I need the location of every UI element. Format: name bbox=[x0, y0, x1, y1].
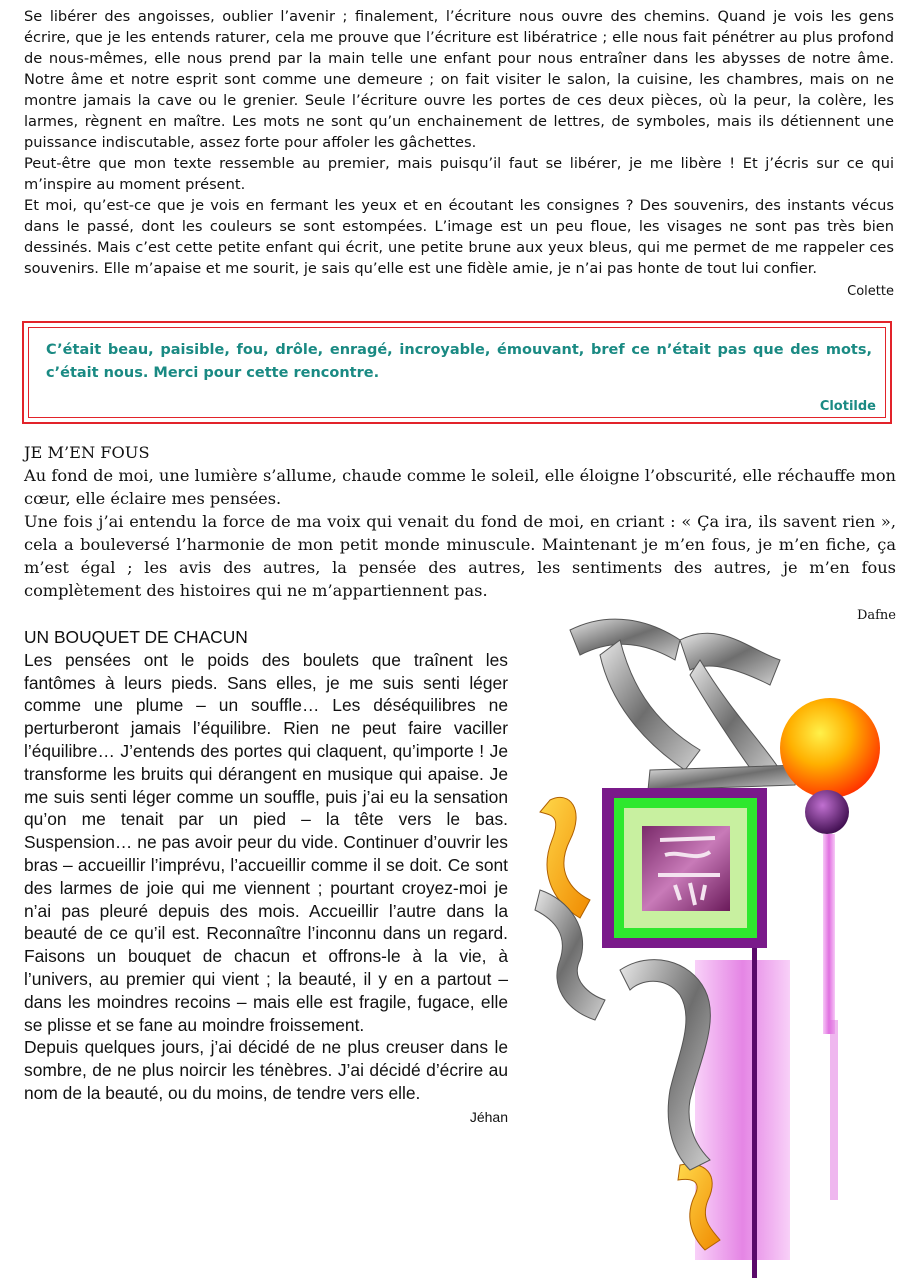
quote-signature: Clotilde bbox=[819, 399, 876, 414]
pink-beam bbox=[830, 1020, 838, 1200]
paragraph: Se libérer des angoisses, oublier l’avenir ; finalement, l’écriture nous ouvre des chemins. Quand je vois les gens écrire, que je les entends raturer, cela me prouve que l’écriture est libératrice ; elle nous fait pénétrer au plus profond de nous-mêmes, elle nous prend par la main telle une enfant pour nous entraîner dans les abysses de notre âme. Notre âme et notre esprit sont comme une demeure ; on fait visiter le salon, la cuisine, les chambres, mais on ne montre jamais la cave ou le grenier. Seule l’écriture ouvre les portes de ces deux pièces, où la peur, la colère, les larmes, règnent en maître. Les mots ne sont qu’un enchainement de lettres, de symboles, mais ils détiennent une puissance indiscutable, assez forte pour affoler les gâchettes. bbox=[24, 8, 894, 151]
author-signature: Jéhan bbox=[469, 1108, 508, 1125]
section-bouquet bbox=[24, 626, 508, 1129]
paragraph: Une fois j’ai entendu la force de ma voix qui venait du fond de moi, en criant : « Ça ira, ils savent rien », cela a bouleversé l’harmonie de mon petit monde minuscule. Maintenant je m’en fous, je m’en fiche, ça m’est égal ; les avis des autres, la pensée des autres, les sentiments des autres, je m’en fous complètement des histoires qui ne m’appartiennent pas. bbox=[24, 512, 896, 600]
purple-line bbox=[752, 948, 757, 1278]
sun-icon bbox=[780, 698, 880, 798]
pink-beam bbox=[823, 834, 835, 1034]
section-title: JE M’EN FOUS bbox=[24, 443, 150, 462]
paragraph: Et moi, qu’est-ce que je vois en fermant les yeux et en écoutant les consignes ? Des souvenirs, des instants vécus dans le passé, dont les couleurs se sont estompées. L’image est un peu floue, les visages ne sont pas très bien dessinés. Mais c’est cette petite enfant qui écrit, une petite brune aux yeux bleus, qui me permet de me rappeler ces souvenirs. Elle m’apaise et me sourit, je sais qu’elle est une fidèle amie, je n’ai pas honte de tout lui confier. bbox=[24, 197, 894, 277]
author-signature: Dafne bbox=[856, 608, 896, 623]
paragraph: Depuis quelques jours, j’ai décidé de ne plus creuser dans le sombre, de ne plus noircir les ténèbres. J’ai décidé d’écrire au nom de la beauté, ou du moins, de tendre vers elle. bbox=[24, 1037, 508, 1103]
abstract-collage-illustration bbox=[530, 600, 920, 1278]
purple-ball-icon bbox=[805, 790, 849, 834]
section-colette bbox=[24, 6, 894, 302]
quote-box bbox=[22, 321, 892, 424]
paragraph: Les pensées ont le poids des boulets que traînent les fantômes à leurs pieds. Sans elles, je me suis senti léger comme une plume – un souffle… Les déséquilibres ne perturberont jamais l’équilibre. Rien ne peut faire vaciller l’équilibre… J’entends des portes qui claquent, qu’importe ! Je transforme les bruits qui dérangent en musique qui apaise. Je me suis senti léger comme un souffle, puis j’ai eu la sensation qu’on me tenait par un pied – la tête vers le bas. Suspension… ne pas avoir peur du vide. Continuer d’ouvrir les bras – accueillir l’imprévu, l’accueillir comme il se doit. Ce sont des larmes de joie qui me viennent ; pourtant croyez-moi je n’ai pas pleuré depuis des mois. Accueillir l’autre dans la beauté de ce qu’il est. Reconnaître l’inconnu dans un regard. Faisons un bouquet de chacun et offrons-le à la vie, à l’univers, au premier qui vient ; la beauté, il y en a partout – dans les moindres recoins – mais elle est fragile, fugace, elle se plisse et se fane au moindre froissement. bbox=[24, 649, 508, 1035]
paragraph: Peut-être que mon texte ressemble au premier, mais puisqu’il faut se libérer, je me libère ! Et j’écris sur ce qui m’inspire au moment présent. bbox=[24, 155, 894, 193]
author-signature: Colette bbox=[847, 284, 894, 299]
paragraph: Au fond de moi, une lumière s’allume, chaude comme le soleil, elle éloigne l’obscurité, elle réchauffe mon cœur, elle éclaire mes pensées. bbox=[24, 466, 896, 508]
grey-ribbon-icon bbox=[570, 619, 800, 790]
section-title: UN BOUQUET DE CHACUN bbox=[24, 627, 248, 647]
quote-text: C’était beau, paisible, fou, drôle, enragé, incroyable, émouvant, bref ce n’était pas que des mots, c’était nous. Merci pour cette rencontre. bbox=[46, 342, 872, 381]
